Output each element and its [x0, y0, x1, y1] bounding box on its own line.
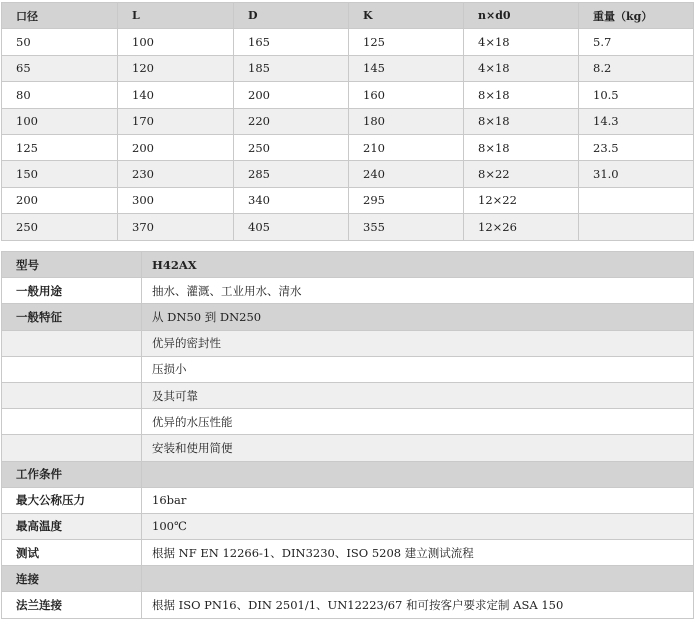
dimension-cell: 405	[234, 214, 349, 240]
spec-row	[2, 592, 694, 618]
dimension-table	[1, 2, 694, 241]
dimension-row	[2, 55, 694, 81]
dimension-cell: 10.5	[579, 82, 694, 108]
dimension-cell: 8×18	[464, 82, 579, 108]
spec-row	[2, 409, 694, 435]
spec-row	[2, 330, 694, 356]
spec-key	[2, 382, 142, 408]
spec-value	[142, 566, 694, 592]
dimension-cell: 200	[2, 187, 118, 213]
dimension-row	[2, 134, 694, 160]
spec-key	[2, 330, 142, 356]
spec-value: 100℃	[142, 513, 694, 539]
dimension-cell: 80	[2, 82, 118, 108]
dimension-cell: 150	[2, 161, 118, 187]
dimension-cell: 250	[234, 134, 349, 160]
dimension-cell: 185	[234, 55, 349, 81]
spec-value: 压损小	[142, 356, 694, 382]
dimension-row	[2, 82, 694, 108]
dimension-cell: 12×22	[464, 187, 579, 213]
spec-row	[2, 382, 694, 408]
dimension-cell: 14.3	[579, 108, 694, 134]
spec-key	[2, 356, 142, 382]
dimension-cell: 240	[349, 161, 464, 187]
dimension-header-cell: K	[349, 3, 464, 29]
spec-row	[2, 540, 694, 566]
dimension-header-cell: 重量（kg）	[579, 3, 694, 29]
spec-table	[1, 251, 694, 619]
dimension-cell: 65	[2, 55, 118, 81]
dimension-header-cell: 口径	[2, 3, 118, 29]
spec-row	[2, 278, 694, 304]
dimension-cell: 160	[349, 82, 464, 108]
dimension-cell: 12×26	[464, 214, 579, 240]
dimension-cell: 8×18	[464, 134, 579, 160]
dimension-row	[2, 214, 694, 240]
dimension-cell: 355	[349, 214, 464, 240]
dimension-row	[2, 108, 694, 134]
spec-key: 测试	[2, 540, 142, 566]
dimension-cell: 125	[2, 134, 118, 160]
spec-key: 法兰连接	[2, 592, 142, 618]
dimension-cell	[579, 187, 694, 213]
spec-key: 连接	[2, 566, 142, 592]
dimension-cell: 23.5	[579, 134, 694, 160]
spec-value: H42AX	[142, 252, 694, 278]
spec-value: 根据 ISO PN16、DIN 2501/1、UN12223/67 和可按客户要求定制 ASA 150	[142, 592, 694, 618]
dimension-cell: 5.7	[579, 29, 694, 55]
spec-value: 安装和使用简便	[142, 435, 694, 461]
dimension-cell: 4×18	[464, 55, 579, 81]
spec-key: 一般用途	[2, 278, 142, 304]
spec-key	[2, 435, 142, 461]
dimension-header-cell: L	[118, 3, 234, 29]
dimension-cell: 170	[118, 108, 234, 134]
spec-value: 及其可靠	[142, 382, 694, 408]
dimension-cell: 4×18	[464, 29, 579, 55]
dimension-cell: 120	[118, 55, 234, 81]
spec-key: 最高温度	[2, 513, 142, 539]
dimension-cell: 300	[118, 187, 234, 213]
dimension-cell: 200	[234, 82, 349, 108]
dimension-header-row	[2, 3, 694, 29]
spec-value: 抽水、灌溉、工业用水、清水	[142, 278, 694, 304]
dimension-row	[2, 187, 694, 213]
spec-row	[2, 566, 694, 592]
dimension-cell: 220	[234, 108, 349, 134]
spec-key: 工作条件	[2, 461, 142, 487]
spec-key: 型号	[2, 252, 142, 278]
dimension-cell: 8×22	[464, 161, 579, 187]
dimension-row	[2, 161, 694, 187]
dimension-cell: 340	[234, 187, 349, 213]
dimension-cell: 165	[234, 29, 349, 55]
spec-value: 从 DN50 到 DN250	[142, 304, 694, 330]
dimension-row	[2, 29, 694, 55]
spec-key	[2, 409, 142, 435]
spec-key: 最大公称压力	[2, 487, 142, 513]
spec-value: 优异的密封性	[142, 330, 694, 356]
dimension-header-cell: n×d0	[464, 3, 579, 29]
spec-value: 16bar	[142, 487, 694, 513]
dimension-header-cell: D	[234, 3, 349, 29]
dimension-cell: 200	[118, 134, 234, 160]
dimension-cell: 140	[118, 82, 234, 108]
spec-row	[2, 435, 694, 461]
spec-row	[2, 461, 694, 487]
dimension-cell: 250	[2, 214, 118, 240]
spec-value: 根据 NF EN 12266-1、DIN3230、ISO 5208 建立测试流程	[142, 540, 694, 566]
dimension-cell: 230	[118, 161, 234, 187]
dimension-cell: 145	[349, 55, 464, 81]
spec-row	[2, 513, 694, 539]
spec-value	[142, 461, 694, 487]
spec-key: 一般特征	[2, 304, 142, 330]
dimension-cell: 295	[349, 187, 464, 213]
dimension-cell: 8×18	[464, 108, 579, 134]
dimension-cell: 100	[2, 108, 118, 134]
dimension-cell: 180	[349, 108, 464, 134]
spec-value: 优异的水压性能	[142, 409, 694, 435]
dimension-cell: 8.2	[579, 55, 694, 81]
dimension-cell: 370	[118, 214, 234, 240]
dimension-cell	[579, 214, 694, 240]
spec-row	[2, 252, 694, 278]
dimension-cell: 285	[234, 161, 349, 187]
spec-row	[2, 487, 694, 513]
dimension-cell: 50	[2, 29, 118, 55]
dimension-cell: 31.0	[579, 161, 694, 187]
dimension-cell: 125	[349, 29, 464, 55]
dimension-cell: 210	[349, 134, 464, 160]
dimension-cell: 100	[118, 29, 234, 55]
spec-row	[2, 304, 694, 330]
spec-row	[2, 356, 694, 382]
